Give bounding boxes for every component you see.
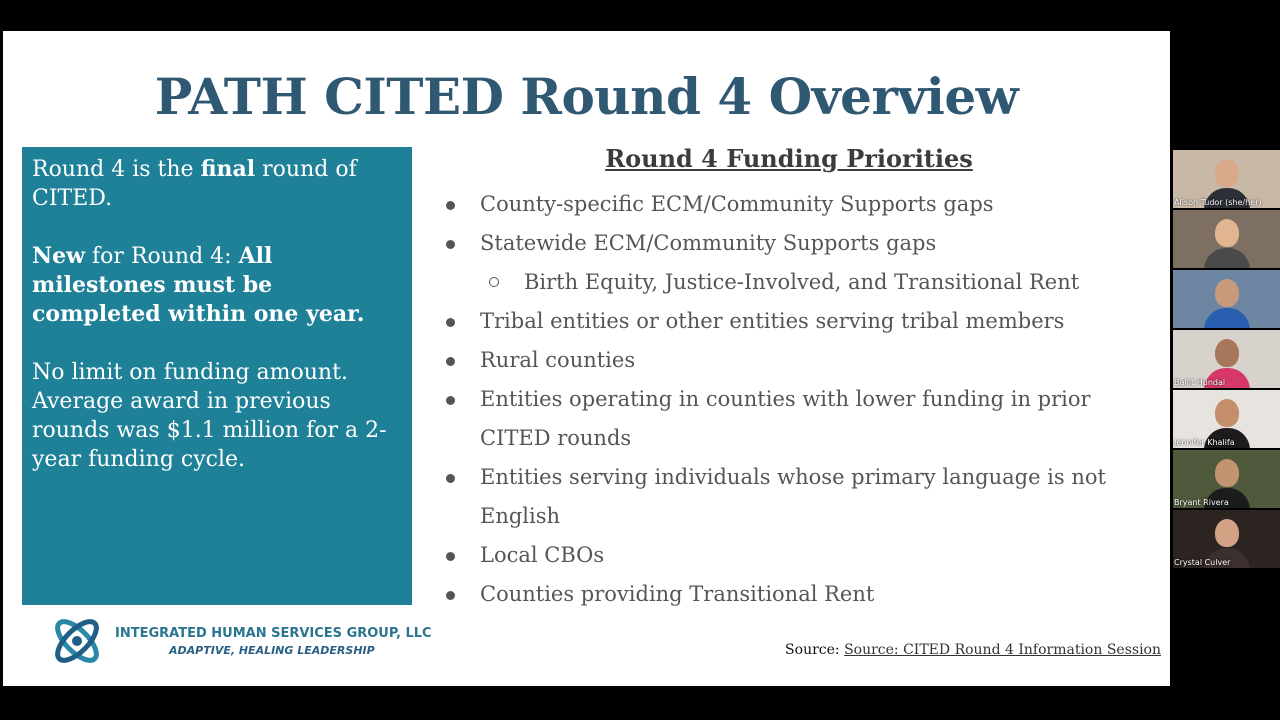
participant-name: Crystal Culver: [1174, 558, 1231, 567]
ihsg-logo-icon: [47, 611, 107, 671]
priorities-heading: Round 4 Funding Priorities: [605, 144, 973, 173]
participant-name: Jennifer Khalifa: [1174, 438, 1235, 447]
participant-video-tile[interactable]: [1173, 150, 1280, 208]
list-item: Tribal entities or other entities serving tribal members: [443, 302, 1133, 341]
participant-video-tile[interactable]: [1173, 330, 1280, 388]
source-link[interactable]: Source: CITED Round 4 Information Session: [844, 642, 1161, 658]
participant-video-tile[interactable]: [1173, 270, 1280, 328]
source-label: Source:: [785, 642, 840, 658]
bullet-icon: [446, 357, 455, 366]
bullet-icon: [446, 318, 455, 327]
bullet-icon: [446, 396, 455, 405]
hollow-bullet-icon: [489, 277, 499, 287]
participant-video-tile[interactable]: [1173, 210, 1280, 268]
participant-video-tile[interactable]: [1173, 390, 1280, 448]
list-item: Counties providing Transitional Rent: [443, 575, 1133, 614]
list-item: Entities operating in counties with lower funding in prior CITED rounds: [443, 380, 1133, 458]
participant-name: Bryant Rivera: [1174, 498, 1229, 507]
info-box: [22, 147, 412, 605]
participant-avatar: [1215, 399, 1239, 427]
info-paragraph-final-round: Round 4 is the final round of CITED.: [32, 156, 357, 211]
list-item: Entities serving individuals whose primary language is not English: [443, 458, 1133, 536]
participant-avatar: [1215, 459, 1239, 487]
list-item: Rural counties: [443, 341, 1133, 380]
priorities-list: [443, 185, 1133, 614]
participant-avatar: [1215, 519, 1239, 547]
bullet-icon: [446, 201, 455, 210]
org-tagline: ADAPTIVE, HEALING LEADERSHIP: [169, 644, 375, 657]
participant-body: [1204, 248, 1250, 268]
list-item: County-specific ECM/Community Supports gaps: [443, 185, 1133, 224]
participant-avatar: [1215, 339, 1239, 367]
participant-body: [1204, 308, 1250, 328]
participant-gallery: [1173, 150, 1280, 570]
participant-video-tile[interactable]: [1173, 510, 1280, 568]
source-citation: [785, 642, 1161, 658]
participant-name: Baljit Hundal: [1174, 378, 1226, 387]
bullet-icon: [446, 474, 455, 483]
info-paragraph-milestones: New for Round 4: All milestones must be completed within one year.: [32, 243, 365, 327]
info-paragraph-funding: No limit on funding amount. Average award in previous rounds was $1.1 million for a 2-year funding cycle.: [32, 360, 387, 472]
org-name: INTEGRATED HUMAN SERVICES GROUP, LLC: [115, 626, 432, 641]
bullet-icon: [446, 240, 455, 249]
list-item: Statewide ECM/Community Supports gaps: [443, 224, 1133, 263]
participant-avatar: [1215, 219, 1239, 247]
participant-name: Alison Tudor (she/her): [1174, 198, 1262, 207]
participant-video-tile[interactable]: [1173, 450, 1280, 508]
bullet-icon: [446, 591, 455, 600]
bullet-icon: [446, 552, 455, 561]
slide-title: PATH CITED Round 4 Overview: [154, 67, 1019, 126]
presentation-slide: [3, 31, 1170, 686]
participant-avatar: [1215, 159, 1239, 187]
sub-list-item: Birth Equity, Justice-Involved, and Transitional Rent: [443, 263, 1133, 302]
participant-avatar: [1215, 279, 1239, 307]
list-item: Local CBOs: [443, 536, 1133, 575]
